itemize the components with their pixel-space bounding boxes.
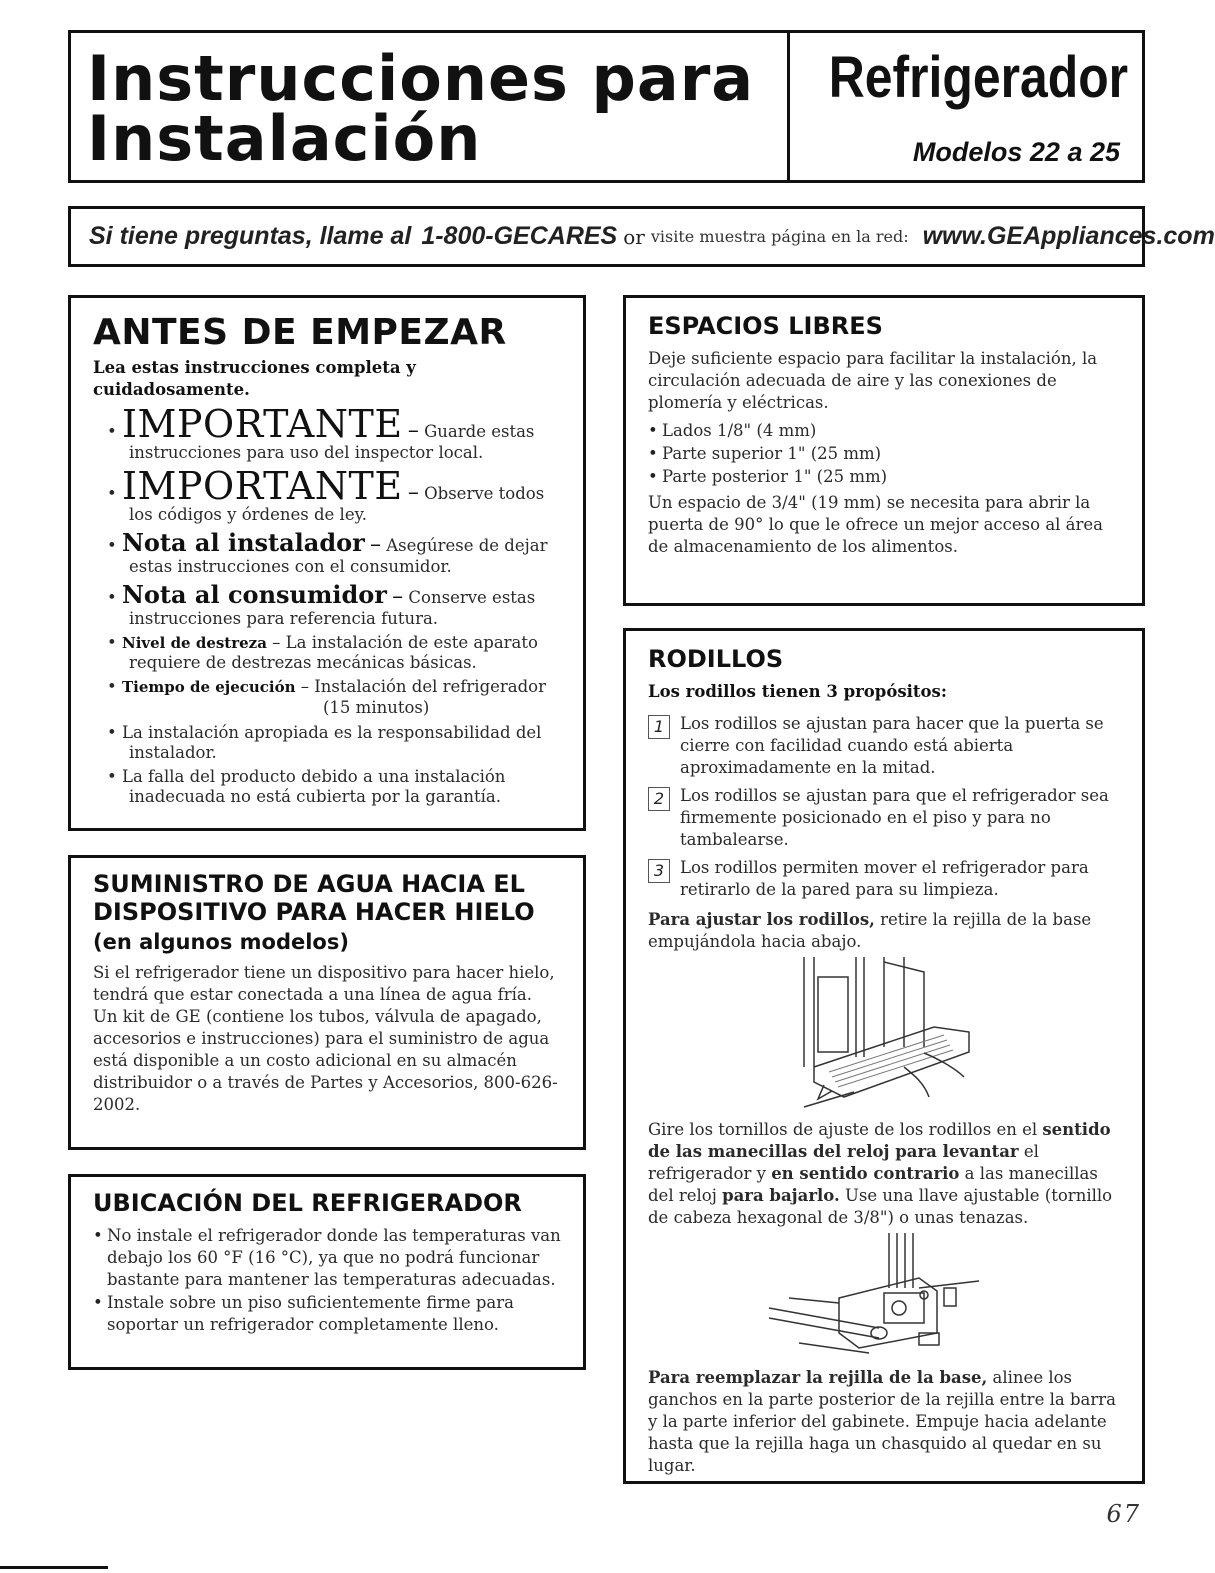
- important-item: • IMPORTANTE – Observe todos los códigos y órdenes de ley.: [107, 464, 545, 524]
- section-suministro: [68, 855, 586, 1150]
- section-rodillos: [623, 628, 1145, 1484]
- lead-text: Los rodillos tienen 3 propósitos:: [648, 682, 947, 701]
- list-item: • No instale el refrigerador donde las temperaturas van debajo los 60 °F (16 °C), ya que no podrá funcionar bastante para mantener las temperaturas adecuadas.: [93, 1225, 561, 1291]
- turn-bold: sentido de las manecillas del reloj para levantar: [648, 1120, 1111, 1161]
- contact-url[interactable]: www.GEAppliances.com: [922, 222, 1215, 250]
- turn-text: el refrigerador y: [648, 1142, 1039, 1183]
- skill-item: • Nivel de destreza – La instalación de este aparato requiere de destrezas mecánicas básicas.: [107, 633, 538, 672]
- time-item: • Tiempo de ejecución – Instalación del refrigerador: [107, 677, 547, 696]
- bullet-item: • La instalación apropiada es la responsabilidad del instalador.: [107, 723, 542, 762]
- section-antes: [68, 295, 586, 831]
- product-box: [787, 30, 1145, 183]
- adjust-text: retire la rejilla de la base empujándola hacia abajo.: [648, 910, 1092, 951]
- bullet-item: • La falla del producto debido a una instalación inadecuada no está cubierta por la garantía.: [107, 767, 506, 806]
- replace-instruction: [648, 1367, 1120, 1477]
- models-label: Modelos 22 a 25: [912, 137, 1120, 167]
- important-heading: IMPORTANTE: [121, 464, 403, 508]
- important-heading: IMPORTANTE: [121, 402, 403, 446]
- title-box: [68, 30, 790, 183]
- clearance-list: [648, 420, 1120, 488]
- section-body: Si el refrigerador tiene un dispositivo para hacer hielo, tendrá que estar conectada a una línea de agua fría. Un kit de GE (contiene los tubos, válvula de apagado, accesorios e instrucciones) para el suministro de agua está disponible a un costo adicional en su almacén distribuidor o a través de Partes y Accesorios, 800-626-2002.: [93, 963, 558, 1114]
- number-badge: 3: [648, 859, 670, 883]
- turn-instruction: [648, 1119, 1120, 1229]
- purpose-item: [648, 857, 1120, 901]
- note-heading: Nota al consumidor: [121, 580, 387, 609]
- title-line-2: Instalación: [87, 102, 482, 175]
- section-title: SUMINISTRO DE AGUA HACIA EL DISPOSITIVO PARA HACER HIELO: [93, 870, 535, 926]
- important-item: • IMPORTANTE – Guarde estas instrucciones para uso del inspector local.: [107, 402, 535, 462]
- adjust-instruction: [648, 909, 1120, 953]
- list-item: • Parte posterior 1" (25 mm): [648, 466, 1120, 488]
- bullet-text: La falla del producto debido a una instalación inadecuada no está cubierta por la garantía.: [121, 767, 506, 806]
- purpose-text: Los rodillos se ajustan para hacer que la puerta se cierre con facilidad cuando está abierta aproximadamente en la mitad.: [680, 714, 1104, 777]
- product-title: Refrigerador: [828, 45, 1128, 110]
- section-subtitle: (en algunos modelos): [93, 930, 349, 954]
- location-list: [93, 1225, 561, 1336]
- contact-banner: [68, 206, 1215, 267]
- title-line-1: Instrucciones para: [87, 42, 755, 115]
- time-minutes: (15 minutos): [323, 698, 430, 717]
- skill-heading: Nivel de destreza: [121, 634, 267, 652]
- lead-text: Lea estas instrucciones completa y cuidadosamente.: [93, 358, 416, 399]
- turn-bold: en sentido contrario: [771, 1164, 960, 1183]
- section-ubicacion: [68, 1174, 586, 1370]
- section-title: ESPACIOS LIBRES: [648, 312, 883, 340]
- grille-removal-illustration: [784, 957, 984, 1115]
- note-heading: Nota al instalador: [121, 528, 365, 557]
- note-item: • Nota al instalador – Asegúrese de dejar estas instrucciones con el consumidor.: [107, 528, 548, 576]
- purpose-item: [648, 713, 1120, 779]
- list-item: • Instale sobre un piso suficientemente firme para soportar un refrigerador completamente lleno.: [93, 1292, 561, 1336]
- list-item: • Parte superior 1" (25 mm): [648, 443, 1120, 465]
- bullet-text: La instalación apropiada es la responsabilidad del instalador.: [121, 723, 542, 762]
- page-number: 67: [1106, 1500, 1141, 1528]
- roller-adjustment-illustration: [769, 1233, 999, 1363]
- page-title: [87, 42, 755, 175]
- purpose-text: Los rodillos permiten mover el refrigerador para retirarlo de la pared para su limpieza.: [680, 858, 1089, 899]
- purpose-text: Los rodillos se ajustan para que el refrigerador sea firmemente posicionado en el piso y para no tambalearse.: [680, 786, 1109, 849]
- section-intro: Deje suficiente espacio para facilitar la instalación, la circulación adecuada de aire y las conexiones de plomería y eléctricas.: [648, 349, 1098, 412]
- replace-text: alinee los ganchos en la parte posterior de la rejilla entre la barra y la parte inferior del gabinete. Empuje hacia adelante hasta que la rejilla haga un chasquido al quedar en su lugar.: [648, 1368, 1116, 1475]
- section-espacios: [623, 295, 1145, 606]
- turn-bold: para bajarlo.: [722, 1186, 840, 1205]
- adjust-heading: Para ajustar los rodillos,: [648, 910, 875, 929]
- turn-text: a las manecillas del reloj: [648, 1164, 1098, 1205]
- skill-text: La instalación de este aparato requiere de destrezas mecánicas básicas.: [129, 633, 538, 672]
- turn-text: Use una llave ajustable (tornillo de cabeza hexagonal de 3/8") o unas tenazas.: [648, 1186, 1113, 1227]
- time-text: Instalación del refrigerador: [314, 677, 547, 696]
- time-heading: Tiempo de ejecución: [121, 678, 296, 696]
- important-text: Guarde estas instrucciones para uso del inspector local.: [129, 422, 535, 462]
- number-badge: 1: [648, 715, 670, 739]
- important-text: Observe todos los códigos y órdenes de ley.: [129, 484, 545, 524]
- section-note: Un espacio de 3/4" (19 mm) se necesita para abrir la puerta de 90° lo que le ofrece un mejor acceso al área de almacenamiento de los alimentos.: [648, 493, 1104, 556]
- number-badge: 2: [648, 787, 670, 811]
- note-text: Conserve estas instrucciones para referencia futura.: [129, 588, 536, 628]
- contact-prompt: Si tiene preguntas, llame al: [89, 222, 412, 250]
- replace-heading: Para reemplazar la rejilla de la base,: [648, 1368, 988, 1387]
- section-title: UBICACIÓN DEL REFRIGERADOR: [93, 1189, 522, 1217]
- section-title: ANTES DE EMPEZAR: [93, 312, 507, 353]
- note-item: • Nota al consumidor – Conserve estas instrucciones para referencia futura.: [107, 580, 536, 628]
- contact-or: or: [623, 224, 645, 249]
- turn-text: Gire los tornillos de ajuste de los rodillos en el: [648, 1120, 1038, 1139]
- note-text: Asegúrese de dejar estas instrucciones con el consumidor.: [129, 536, 548, 576]
- contact-phone: 1-800-GECARES: [421, 222, 618, 250]
- section-title: RODILLOS: [648, 645, 784, 673]
- contact-visit: visite muestra página en la red:: [650, 227, 909, 246]
- list-item: • Lados 1/8" (4 mm): [648, 420, 1120, 442]
- purpose-item: [648, 785, 1120, 851]
- footer-rule: [0, 1566, 108, 1569]
